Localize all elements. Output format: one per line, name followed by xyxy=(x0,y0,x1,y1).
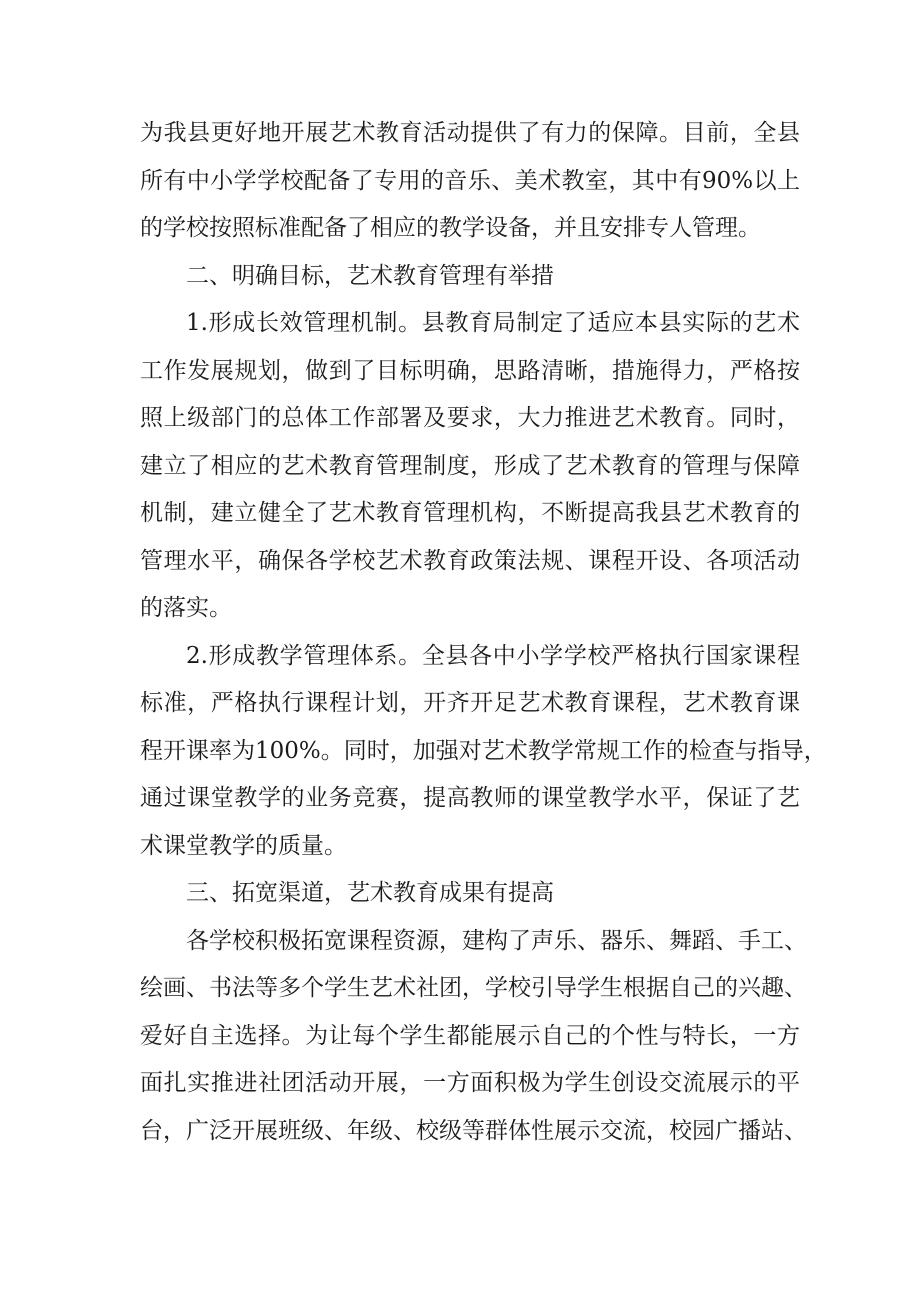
text-line: 爱好自主选择。为让每个学生都能展示自己的个性与特长，一方 xyxy=(140,1022,800,1049)
text-line: 的落实。 xyxy=(140,595,232,621)
text-line: 工作发展规划，做到了目标明确，思路清晰，措施得力，严格按 xyxy=(140,357,800,384)
text-line: 2.形成教学管理体系。全县各中小学学校严格执行国家课程 xyxy=(186,642,800,669)
text-line: 照上级部门的总体工作部署及要求，大力推进艺术教育。同时， xyxy=(140,405,800,431)
text-line: 术课堂教学的质量。 xyxy=(140,832,347,859)
text-line: 所有中小学学校配备了专用的音乐、美术教室，其中有90%以上 xyxy=(140,167,800,194)
document-body xyxy=(140,110,827,1155)
text-line: 机制，建立健全了艺术教育管理机构，不断提高我县艺术教育的 xyxy=(140,500,800,526)
text-line: 面扎实推进社团活动开展，一方面积极为学生创设交流展示的平 xyxy=(140,1070,800,1096)
section-heading: 三、拓宽渠道，艺术教育成果有提高 xyxy=(186,880,554,906)
text-line: 程开课率为100%。同时，加强对艺术教学常规工作的检查与指导， xyxy=(140,737,827,764)
text-line: 通过课堂教学的业务竞赛，提高教师的课堂教学水平，保证了艺 xyxy=(140,785,800,811)
text-line: 1.形成长效管理机制。县教育局制定了适应本县实际的艺术 xyxy=(186,310,800,336)
text-line: 管理水平，确保各学校艺术教育政策法规、课程开设、各项活动 xyxy=(140,547,800,574)
text-line: 绘画、书法等多个学生艺术社团，学校引导学生根据自己的兴趣、 xyxy=(140,975,807,1001)
section-heading: 二、明确目标，艺术教育管理有举措 xyxy=(186,262,554,289)
text-line: 标准，严格执行课程计划，开齐开足艺术教育课程，艺术教育课 xyxy=(140,690,800,716)
text-line: 台，广泛开展班级、年级、校级等群体性展示交流，校园广播站、 xyxy=(140,1117,807,1144)
text-line: 为我县更好地开展艺术教育活动提供了有力的保障。目前，全县 xyxy=(140,120,800,146)
text-line: 各学校积极拓宽课程资源，建构了声乐、器乐、舞蹈、手工、 xyxy=(186,927,807,954)
text-line: 建立了相应的艺术教育管理制度，形成了艺术教育的管理与保障 xyxy=(140,452,800,479)
text-line: 的学校按照标准配备了相应的教学设备，并且安排专人管理。 xyxy=(140,215,761,241)
